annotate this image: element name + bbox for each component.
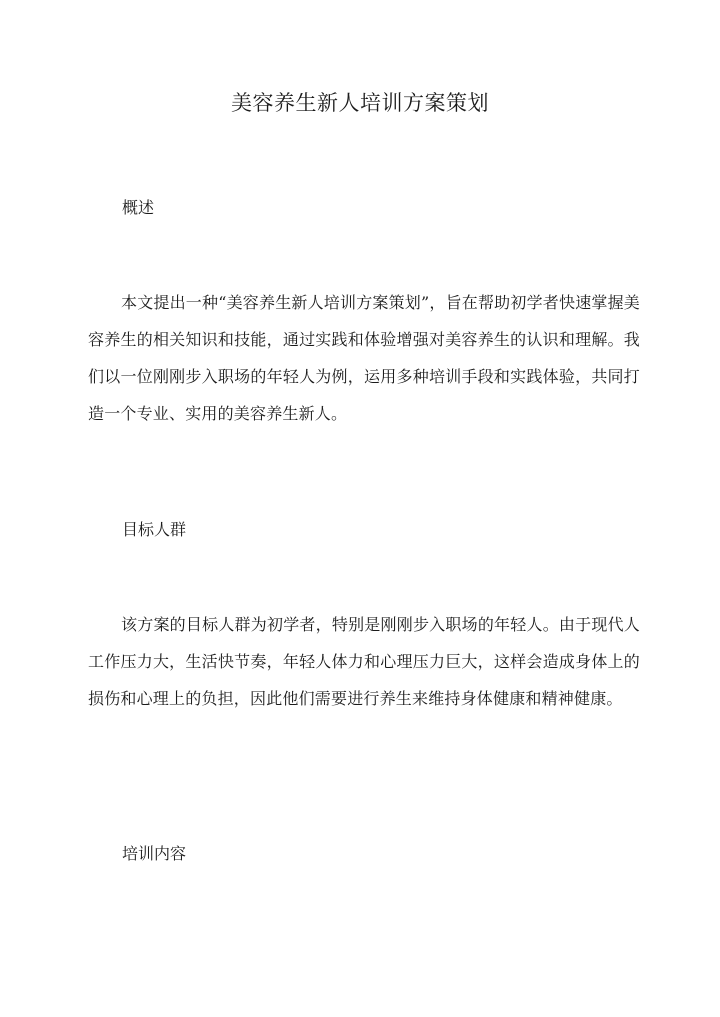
section-heading-training-content: 培训内容 [122, 844, 187, 863]
document-title: 美容养生新人培训方案策划 [231, 91, 489, 115]
section-paragraph-target-audience: 该方案的目标人群为初学者，特别是刚刚步入职场的年轻人。由于现代人工作压力大，生活快节奏，年轻人体力和心理压力巨大，这样会造成身体上的损伤和心理上的负担，因此他们需要进行养生来维持身体健康和精神健康。 [88, 615, 640, 708]
section-heading-overview: 概述 [122, 198, 155, 217]
section-paragraph-overview: 本文提出一种“美容养生新人培训方案策划”，旨在帮助初学者快速掌握美容养生的相关知识和技能，通过实践和体验增强对美容养生的认识和理解。我们以一位刚刚步入职场的年轻人为例，运用多种培训手段和实践体验，共同打造一个专业、实用的美容养生新人。 [88, 293, 640, 423]
section-heading-target-audience: 目标人群 [122, 520, 187, 539]
